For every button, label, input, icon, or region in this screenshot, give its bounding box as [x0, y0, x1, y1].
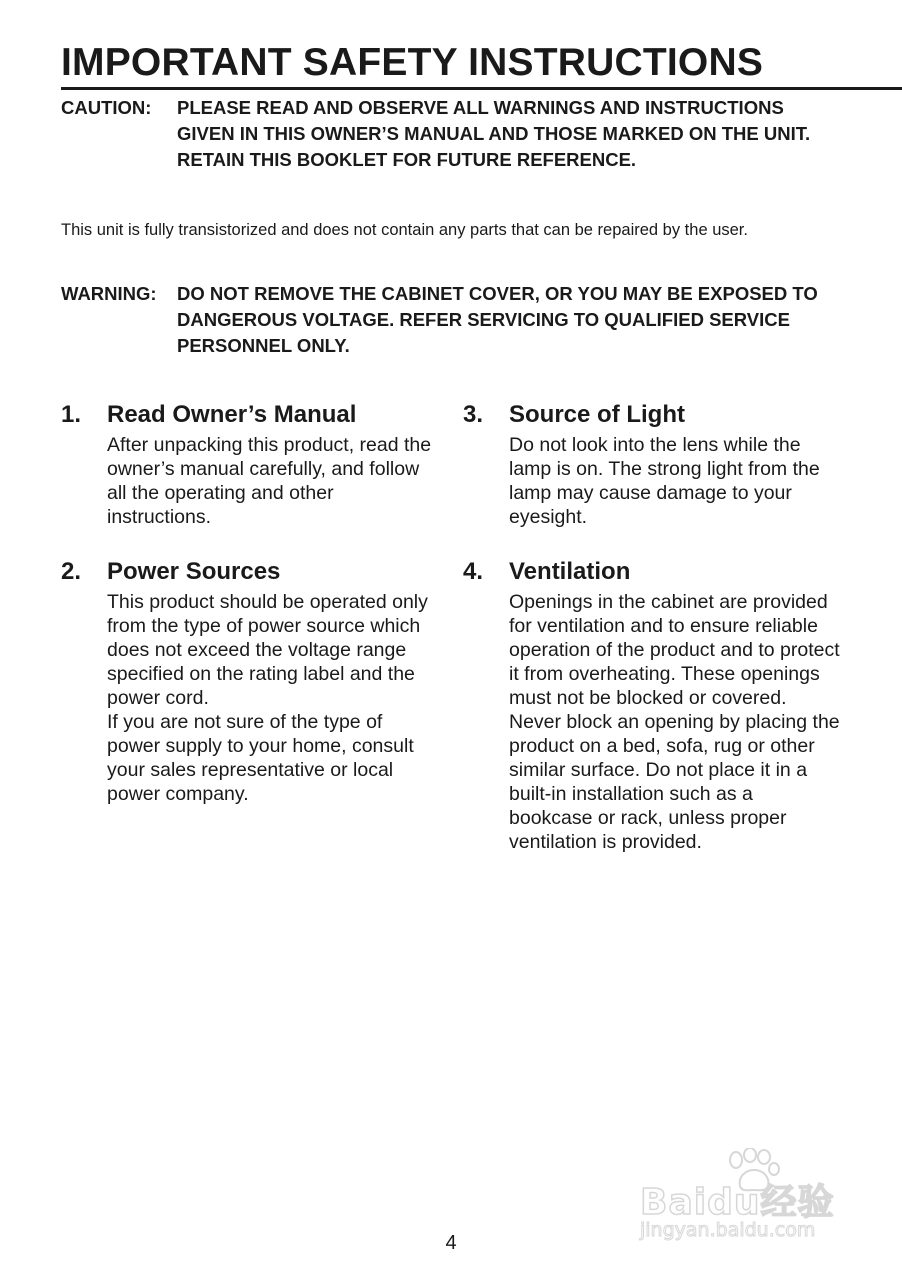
item-heading: Ventilation	[509, 558, 631, 585]
item-number: 1.	[61, 401, 82, 428]
caution-notice	[61, 95, 827, 173]
item-text	[509, 590, 841, 854]
page-title: IMPORTANT SAFETY INSTRUCTIONS	[61, 41, 764, 84]
warning-notice	[61, 281, 827, 359]
item-text	[107, 590, 439, 806]
caution-text: PLEASE READ AND OBSERVE ALL WARNINGS AND INSTRUCTIONS GIVEN IN THIS OWNER’S MANUAL AND THOSE MARKED ON THE UNIT. RETAIN THIS BOOKLET FOR FUTURE REFERENCE.	[177, 97, 811, 170]
warning-text: DO NOT REMOVE THE CABINET COVER, OR YOU MAY BE EXPOSED TO DANGEROUS VOLTAGE. REFER SERVICING TO QUALIFIED SERVICE PERSONNEL ONLY.	[177, 283, 818, 356]
item-paragraph: Openings in the cabinet are provided for ventilation and to ensure reliable operation of the product and to protect it from overheating. These openings must not be blocked or covered. Never block an opening by placing the product on a bed, sofa, rug or other similar surface. Do not place it in a built-in installation such as a bookcase or rack, unless proper ventilation is provided.	[509, 591, 840, 853]
item-paragraph: After unpacking this product, read the owner’s manual carefully, and follow all the operating and other instructions.	[107, 434, 432, 528]
item-paragraph: If you are not sure of the type of power supply to your home, consult your sales representative or local power company.	[107, 711, 414, 805]
intro-text: This unit is fully transistorized and does not contain any parts that can be repaired by the user.	[61, 221, 748, 239]
page-number: 4	[445, 1232, 457, 1254]
item-number: 2.	[61, 558, 82, 585]
item-number: 4.	[463, 558, 484, 585]
item-heading: Power Sources	[107, 558, 281, 585]
item-text	[107, 433, 439, 529]
watermark-url: jingyan.baidu.com	[640, 1219, 816, 1241]
title-rule	[61, 87, 902, 90]
instruction-item	[61, 557, 428, 806]
item-text	[509, 433, 841, 529]
instruction-item	[463, 400, 820, 529]
item-paragraph: Do not look into the lens while the lamp is on. The strong light from the lamp may cause damage to your eyesight.	[509, 434, 820, 528]
watermark	[640, 1148, 855, 1248]
item-heading: Read Owner’s Manual	[107, 401, 357, 428]
warning-label: WARNING:	[61, 283, 157, 304]
instruction-item	[463, 557, 840, 854]
item-number: 3.	[463, 401, 484, 428]
caution-label: CAUTION:	[61, 97, 152, 118]
item-heading: Source of Light	[509, 401, 685, 428]
watermark-brand: Baidu经验	[640, 1182, 835, 1223]
item-paragraph: This product should be operated only from the type of power source which does not exceed the voltage range specified on the rating label and the power cord.	[107, 591, 428, 709]
instruction-item	[61, 400, 432, 529]
